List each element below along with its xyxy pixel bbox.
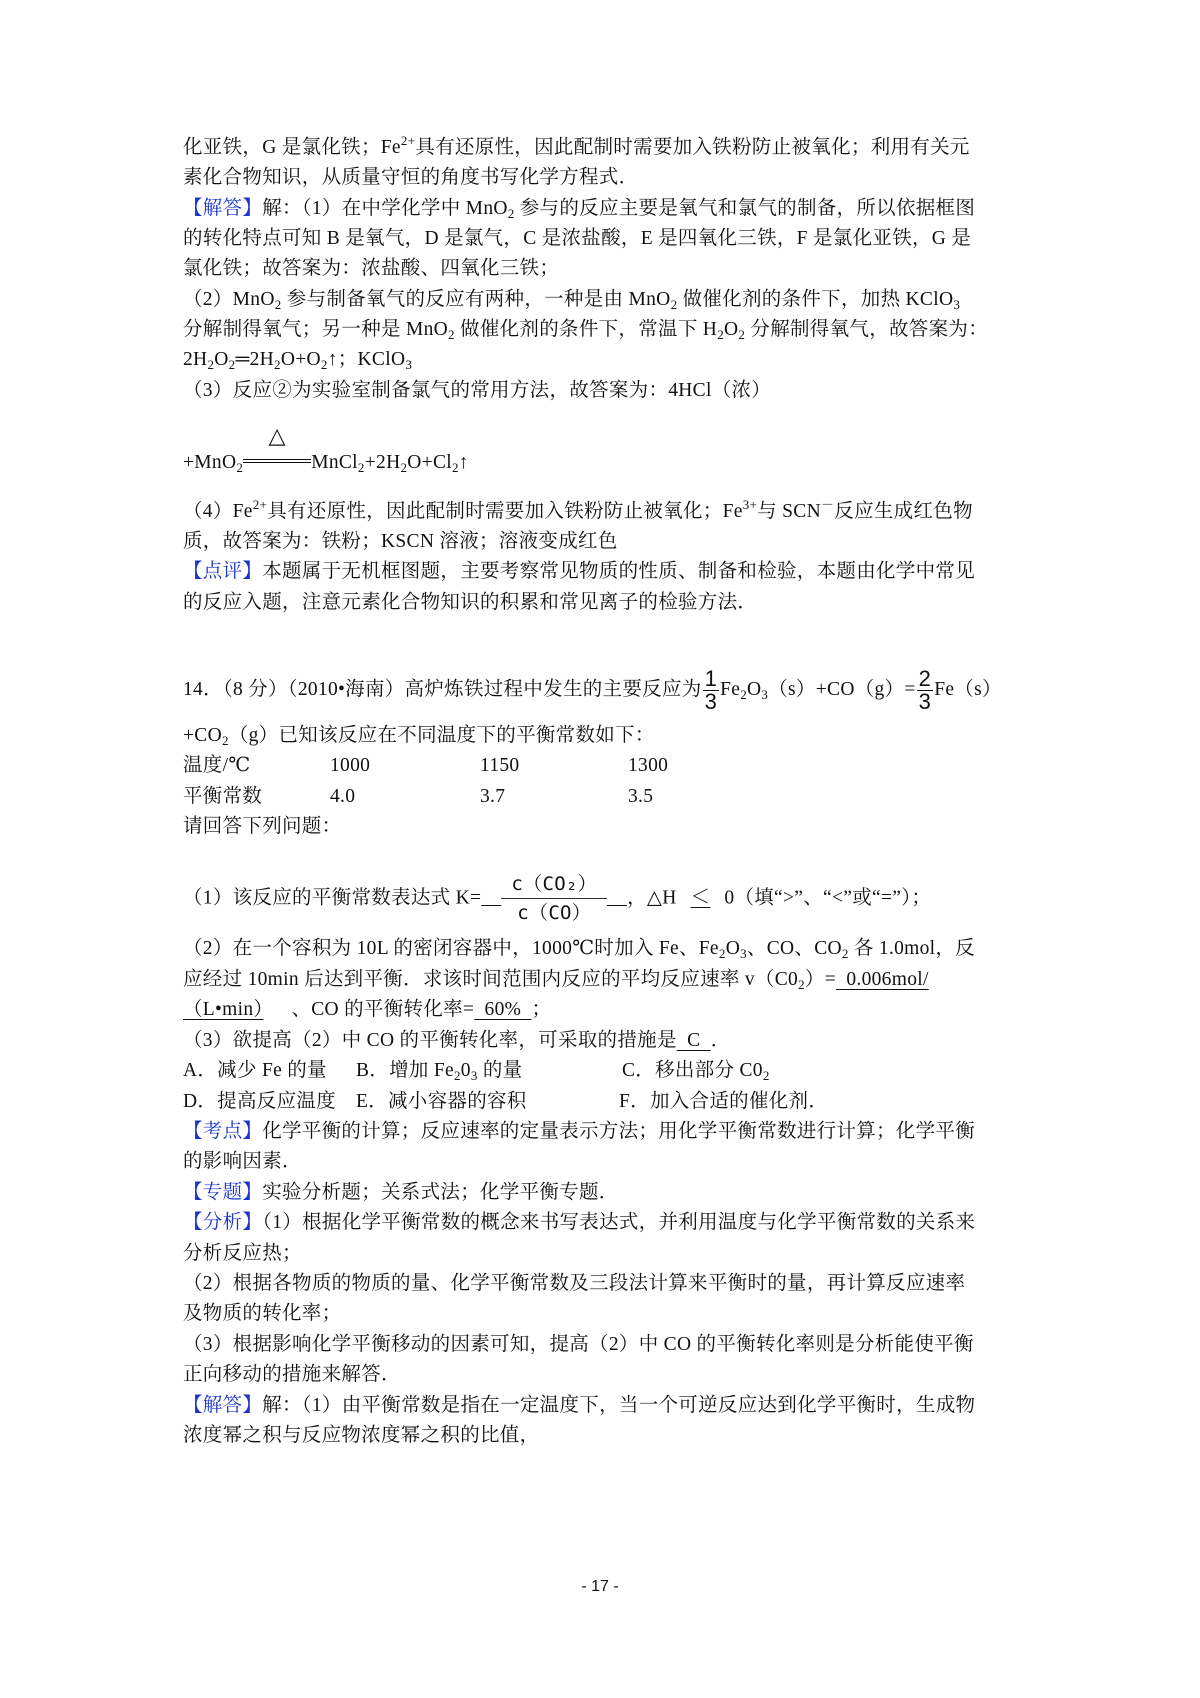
text: 参与制备氧气的反应有两种，一种是由 MnO (281, 289, 671, 310)
answer-blank: 60% (474, 999, 532, 1020)
equals-bar (243, 459, 311, 463)
table-row (183, 752, 250, 780)
sub-question-3 (183, 1027, 731, 1055)
text: 反应生成红色物 (834, 501, 973, 522)
subscript: 2 (798, 977, 805, 992)
table-cell: 4.0 (330, 786, 356, 807)
text: B．增加 Fe (356, 1060, 454, 1081)
text-line (183, 935, 975, 963)
text: （2）MnO (183, 289, 275, 310)
page-number: - 17 - (581, 1578, 619, 1595)
subscript: 2 (762, 1068, 770, 1083)
subscript: 3 (953, 297, 961, 312)
text-line (183, 498, 973, 526)
text-line: 素化合物知识，从质量守恒的角度书写化学方程式． (183, 167, 639, 188)
text-line (183, 722, 655, 750)
text: 具有还原性，因此配制时需要加入铁粉防止被氧化；利用有关元 (415, 137, 970, 158)
text: 0（填“>”、“<”或“=”）； (724, 887, 932, 909)
text-line: 的反应入题，注意元素化合物知识的积累和常见离子的检验方法． (183, 592, 758, 613)
text: （1）该反应的平衡常数表达式 K= (183, 887, 482, 909)
fraction-denominator: 3 (704, 689, 718, 714)
subscript: 2 (507, 206, 515, 221)
text-line: 质，故答案为：铁粉；KSCN 溶液；溶液变成红色 (183, 531, 618, 552)
heat-triangle-icon: △ (268, 424, 286, 449)
table-row (183, 783, 262, 811)
text: （2）在一个容积为 10L 的密闭容器中，1000℃时加入 Fe、Fe (183, 938, 719, 959)
table-cell: 1150 (480, 755, 520, 776)
text: 应经过 10min 后达到平衡．求该时间范围内反应的平均反应速率 v（C0 (183, 969, 799, 990)
text: 本题属于无机框图题，主要考察常见物质的性质、制备和检验，本题由化学中常见 (262, 561, 976, 582)
fraction-one-third (703, 668, 720, 713)
fenxi-tag: 【分析】 (183, 1212, 263, 1233)
answer-tag: 【解答】 (183, 198, 263, 219)
answer-blank: （L•min） (183, 999, 264, 1020)
text: 14．（8 分）（2010•海南）高炉炼铁过程中发生的主要反应为 (183, 678, 702, 700)
text: Fe (720, 678, 741, 700)
text-line: 氯化铁；故答案为：浓盐酸、四氧化三铁； (183, 258, 560, 279)
text: +CO (183, 725, 222, 746)
text: 具有还原性，因此配制时需要加入铁粉防止被氧化；Fe (267, 501, 743, 522)
answer-blank: C (676, 1030, 711, 1051)
text: O (725, 938, 741, 959)
heating-condition (243, 424, 311, 477)
text-line (183, 1179, 619, 1207)
text-line (183, 558, 975, 586)
subscript: 3 (761, 686, 769, 702)
text-line (183, 1392, 975, 1420)
text-line (183, 1209, 975, 1237)
text: 解：（1）由平衡常数是指在一定温度下，当一个可逆反应达到化学平衡时，生成物 (262, 1395, 976, 1416)
text: O (214, 349, 229, 370)
text: 2H (183, 349, 208, 370)
text-line (183, 316, 988, 344)
row-label: 温度/℃ (183, 755, 251, 776)
text: 的量 (477, 1060, 523, 1081)
text-line: （3）根据影响化学平衡移动的因素可知，提高（2）中 CO 的平衡转化率则是分析能使平衡 (183, 1334, 974, 1355)
subscript: 2 (451, 460, 459, 475)
text: 与 SCN (757, 501, 821, 522)
text-line: 及物质的转化率； (183, 1303, 342, 1324)
table-cell: 3.5 (628, 786, 654, 807)
subscript: 2 (228, 357, 236, 372)
text: +MnO (183, 452, 237, 473)
text: ，△H (627, 887, 677, 909)
text: ↑ (458, 452, 469, 473)
blank: __ (481, 887, 502, 909)
answer-blank: ＜ (690, 887, 711, 909)
fraction-two-thirds (917, 668, 934, 713)
subscript: 2 (841, 946, 849, 961)
text: （g）已知该反应在不同温度下的平衡常数如下： (228, 725, 655, 746)
text-line: 浓度幂之积与反应物浓度幂之积的比值， (183, 1425, 540, 1446)
superscript: 2+ (252, 497, 268, 512)
zhuanti-tag: 【专题】 (183, 1182, 263, 1203)
subscript: 2 (320, 357, 328, 372)
option-a: A．减少 Fe 的量 (183, 1060, 327, 1081)
text: 参与的反应主要是氧气和氯气的制备，所以依据框图 (514, 198, 976, 219)
subscript: 2 (274, 297, 282, 312)
option-b (356, 1057, 522, 1085)
subscript: 2 (222, 733, 229, 748)
text: O+Cl (407, 452, 452, 473)
text-line: （2）根据各物质的物质的量、化学平衡常数及三段法计算来平衡时的量，再计算反应速率 (183, 1273, 966, 1294)
subscript: 2 (448, 327, 455, 342)
k-expression (501, 874, 607, 924)
subscript: 2 (357, 460, 365, 475)
text: ↑；KClO (327, 349, 406, 370)
subscript: 2 (400, 460, 408, 475)
subscript: 2 (274, 357, 281, 372)
text: 分解制得氧气，故答案为： (745, 319, 988, 340)
subscript: 3 (405, 357, 413, 372)
text: 分解制得氧气；另一种是 MnO (183, 319, 449, 340)
text: （4）Fe (183, 501, 253, 522)
text-line: （3）反应②为实验室制备氯气的常用方法，故答案为：4HCl（浓） (183, 380, 772, 401)
text: 、CO、CO (746, 938, 842, 959)
equation-line (183, 424, 469, 477)
text-line (183, 195, 975, 223)
option-f: F．加入合适的催化剂． (619, 1091, 829, 1112)
superscript: － (820, 497, 835, 512)
k-denominator: c（CO） (517, 901, 592, 924)
text: ）= (804, 969, 836, 990)
option-c (622, 1057, 770, 1085)
text: 各 1.0mol，反 (848, 938, 975, 959)
text: C．移出部分 C0 (622, 1060, 763, 1081)
text: 0 (460, 1060, 471, 1081)
text: +2H (364, 452, 401, 473)
subscript: 2 (738, 327, 746, 342)
text: 实验分析题；关系式法；化学平衡专题． (262, 1182, 619, 1203)
text: O (724, 319, 739, 340)
subscript: 2 (453, 1068, 461, 1083)
subscript: 2 (718, 946, 726, 961)
kaodian-tag: 【考点】 (183, 1121, 263, 1142)
blank: __ (606, 887, 628, 909)
text: 做催化剂的条件下，加热 KClO (677, 289, 954, 310)
text-line: 分析反应热； (183, 1243, 302, 1264)
text: ； (531, 999, 552, 1020)
subscript: 2 (670, 297, 678, 312)
text-line: 的影响因素． (183, 1151, 302, 1172)
text-line (183, 966, 929, 994)
text-line (183, 996, 551, 1024)
subscript: 3 (470, 1068, 478, 1083)
text: （s）+CO（g）= (768, 678, 916, 700)
option-e: E．减小容器的容积 (356, 1091, 527, 1112)
text-line (183, 1118, 975, 1146)
fraction-numerator: 2 (918, 666, 932, 691)
review-tag: 【点评】 (183, 561, 263, 582)
fraction-denominator: 3 (918, 689, 932, 714)
text-line (183, 134, 970, 162)
text: O+O (280, 349, 321, 370)
sub-question-1 (183, 874, 931, 924)
text-line: 请回答下列问题： (183, 816, 342, 837)
subscript: 3 (740, 946, 747, 961)
text: 、CO 的平衡转化率= (291, 999, 475, 1020)
text-line: 正向移动的措施来解答． (183, 1364, 401, 1385)
equation-line (183, 346, 412, 374)
table-cell: 1300 (628, 755, 669, 776)
text: ═2H (235, 349, 275, 370)
row-label: 平衡常数 (183, 786, 263, 807)
answer-blank: 0.006mol/ (836, 969, 929, 990)
subscript: 2 (207, 357, 215, 372)
table-cell: 1000 (330, 755, 371, 776)
text: 解：（1）在中学化学中 MnO (262, 198, 508, 219)
option-d: D．提高反应温度 (183, 1091, 336, 1112)
fraction-numerator: 1 (704, 666, 718, 691)
question-14-heading (183, 668, 1002, 713)
text: Fe（s） (934, 678, 1002, 700)
jieda-tag: 【解答】 (183, 1395, 263, 1416)
text-line: 的转化特点可知 B 是氧气，D 是氯气，C 是浓盐酸，E 是四氧化三铁，F 是氯化亚铁，G 是 (183, 228, 972, 249)
text-line (183, 286, 960, 314)
text: MnCl (311, 452, 358, 473)
text: 化亚铁，G 是氯化铁；Fe (183, 137, 401, 158)
subscript: 2 (740, 686, 748, 702)
table-cell: 3.7 (480, 786, 506, 807)
text: 化学平衡的计算；反应速率的定量表示方法；用化学平衡常数进行计算；化学平衡 (262, 1121, 976, 1142)
text: （1）根据化学平衡常数的概念来书写表达式，并利用温度与化学平衡常数的关系来 (262, 1212, 976, 1233)
subscript: 2 (236, 460, 244, 475)
subscript: 2 (717, 327, 725, 342)
superscript: 2+ (400, 133, 416, 148)
text: （3）欲提高（2）中 CO 的平衡转化率，可采取的措施是 (183, 1030, 677, 1051)
text: 做催化剂的条件下，常温下 H (454, 319, 718, 340)
superscript: 3+ (742, 497, 758, 512)
text: O (747, 678, 762, 700)
text: ． (710, 1030, 731, 1051)
k-numerator: c（CO₂） (501, 874, 607, 899)
